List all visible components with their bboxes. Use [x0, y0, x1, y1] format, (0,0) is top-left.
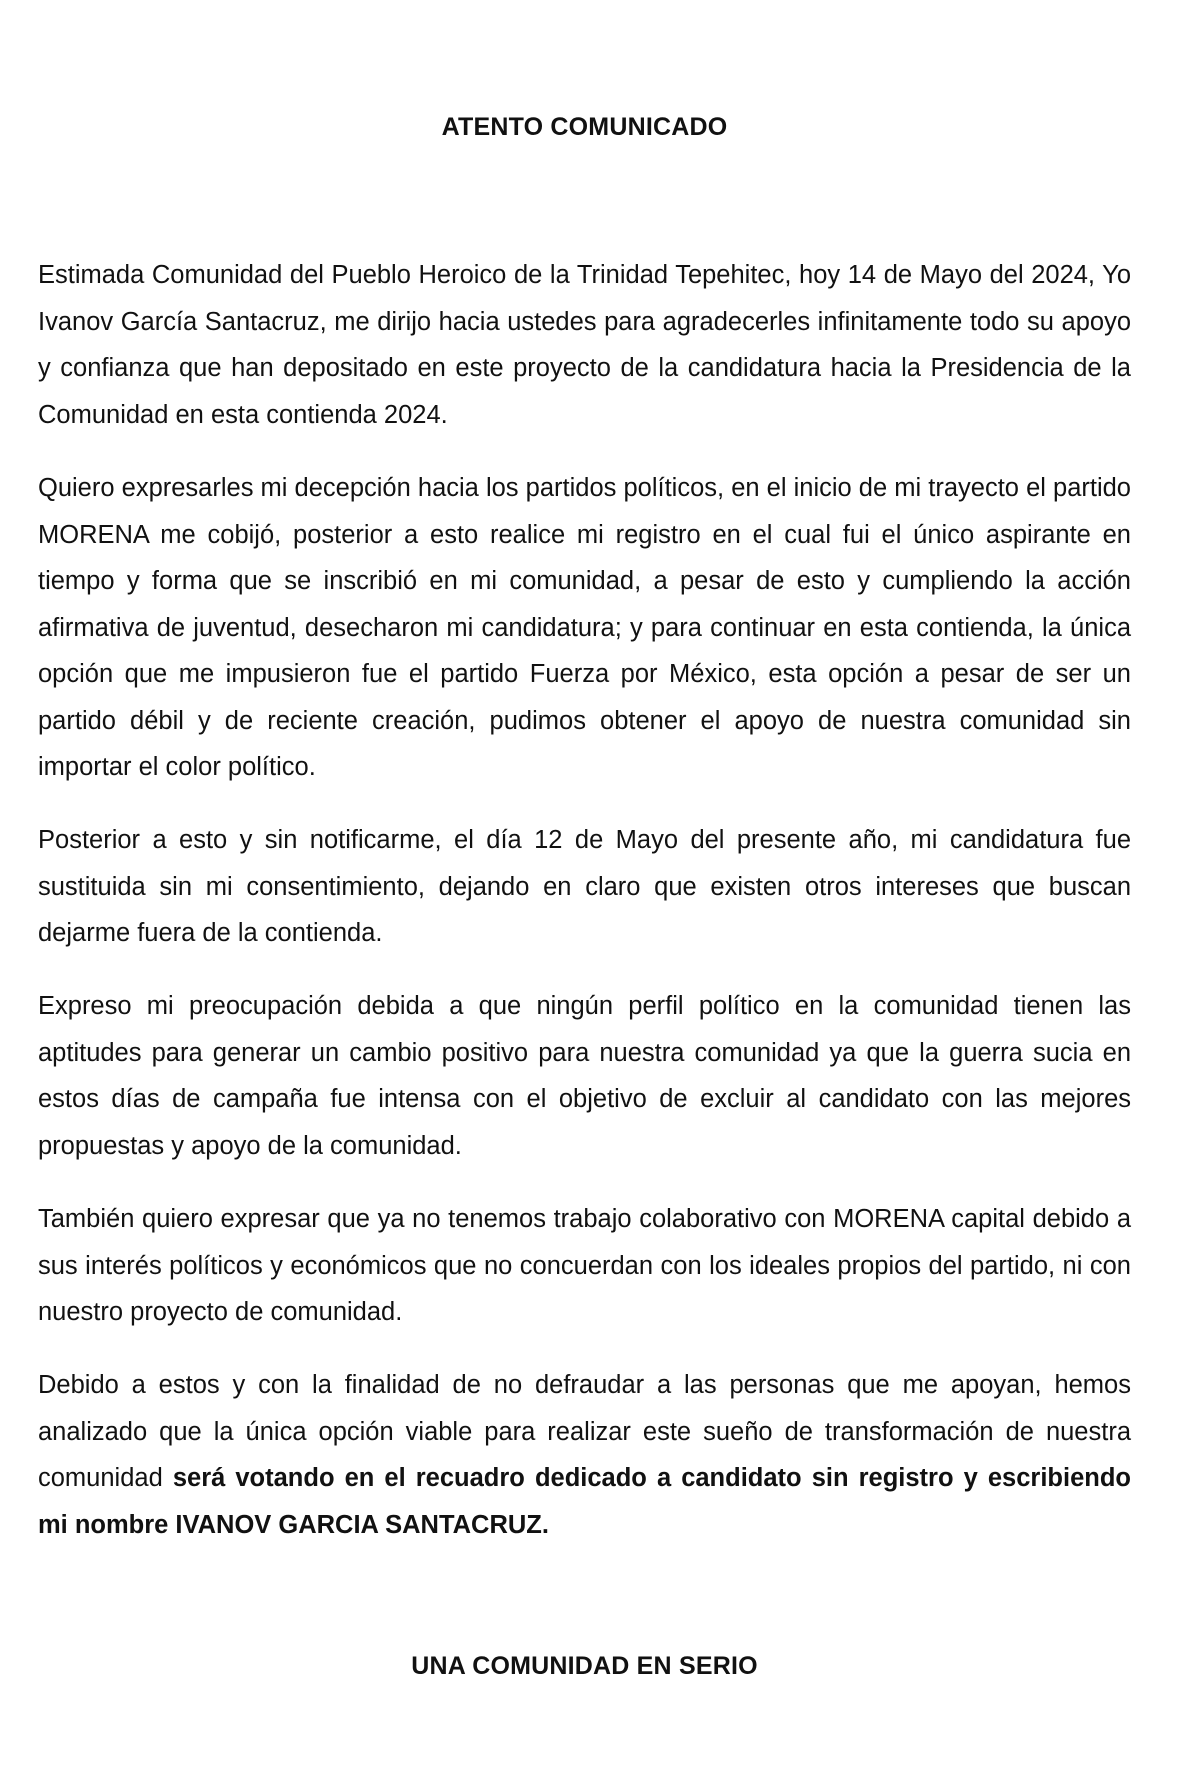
paragraph-morena: También quiero expresar que ya no tenemos trabajo colaborativo con MORENA capital debido a sus interés políticos y económicos que no concuerdan con los ideales propios del partido, ni con nuestro proyecto de comunidad.	[38, 1205, 1131, 1326]
call-to-vote-text: Debido a estos y con la finalidad de no defraudar a las personas que me apoyan, hemos analizado que la única opción viable para realizar este sueño de transformación de nuestra comunidad	[38, 1371, 1131, 1492]
paragraph-disappointment: Quiero expresarles mi decepción hacia los partidos políticos, en el inicio de mi trayecto el partido MORENA me cobijó, posterior a esto realice mi registro en el cual fui el único aspirante en tiempo y forma que se inscribió en mi comunidad, a pesar de esto y cumpliendo la acción afirmativa de juventud, desecharon mi candidatura; y para continuar en esta contienda, la única opción que me impusieron fue el partido Fuerza por México, esta opción a pesar de ser un partido débil y de reciente creación, pudimos obtener el apoyo de nuestra comunidad sin importar el color político.	[38, 474, 1131, 781]
paragraph-concern: Expreso mi preocupación debida a que ningún perfil político en la comunidad tienen las aptitudes para generar un cambio positivo para nuestra comunidad ya que la guerra sucia en estos días de campaña fue intensa con el objetivo de excluir al candidato con las mejores propuestas y apoyo de la comunidad.	[38, 992, 1131, 1160]
call-to-vote-bold-text: será votando en el recuadro dedicado a candidato sin registro y escribiendo mi nombre IVANOV GARCIA SANTACRUZ.	[38, 1464, 1131, 1539]
paragraph-substitution: Posterior a esto y sin notificarme, el día 12 de Mayo del presente año, mi candidatura fue sustituida sin mi consentimiento, dejando en claro que existen otros intereses que buscan dejarme fuera de la contienda.	[38, 826, 1131, 947]
document-title: ATENTO COMUNICADO	[441, 113, 728, 141]
closing-slogan: UNA COMUNIDAD EN SERIO	[411, 1652, 758, 1680]
paragraph-call-to-vote	[38, 1362, 1131, 1548]
paragraph-greeting: Estimada Comunidad del Pueblo Heroico de la Trinidad Tepehitec, hoy 14 de Mayo del 2024, Yo Ivanov García Santacruz, me dirijo hacia ustedes para agradecerles infinitamente todo su apoyo y confianza que han depositado en este proyecto de la candidatura hacia la Presidencia de la Comunidad en esta contienda 2024.	[38, 261, 1131, 429]
